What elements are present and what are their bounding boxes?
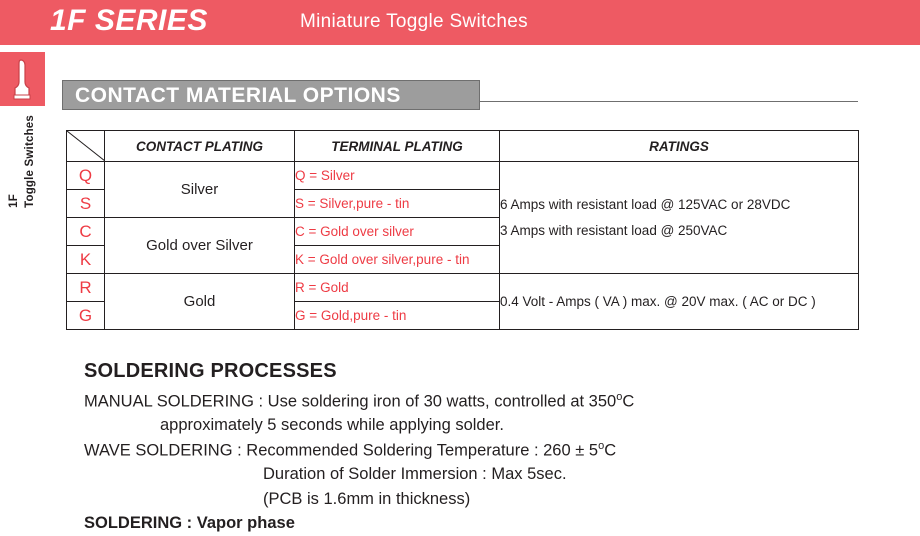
sidebar-label-series: 1F	[8, 194, 20, 208]
page-title: 1F SERIES	[50, 4, 208, 37]
soldering-pcb-note: (PCB is 1.6mm in thickness)	[263, 490, 471, 508]
soldering-manual-line	[84, 391, 634, 412]
plating-group-label: Silver	[105, 162, 295, 218]
degree-symbol: o	[616, 391, 623, 403]
row-code: S	[67, 190, 105, 218]
sidebar-label-category: Toggle Switches	[24, 115, 36, 208]
row-code: Q	[67, 162, 105, 190]
row-terminal-plating: K = Gold over silver,pure - tin	[295, 246, 500, 274]
row-code: R	[67, 274, 105, 302]
soldering-wave-duration: Duration of Solder Immersion : Max 5sec.	[263, 465, 567, 483]
degree-symbol: o	[598, 440, 605, 452]
ratings-group	[500, 162, 859, 274]
row-terminal-plating: G = Gold,pure - tin	[295, 302, 500, 330]
row-terminal-plating: C = Gold over silver	[295, 218, 500, 246]
ratings-line: 3 Amps with resistant load @ 250VAC	[500, 222, 728, 238]
sidebar-tab	[0, 52, 45, 106]
soldering-manual-line-2: approximately 5 seconds while applying solder.	[160, 416, 504, 434]
ratings-line: 0.4 Volt - Amps ( VA ) max. @ 20V max. ( AC or DC )	[500, 293, 816, 309]
row-terminal-plating: S = Silver,pure - tin	[295, 190, 500, 218]
plating-group-label: Gold	[105, 274, 295, 330]
soldering-wave-line	[84, 440, 616, 461]
row-code: G	[67, 302, 105, 330]
soldering-manual-unit: C	[622, 392, 635, 411]
table-header-row	[67, 131, 859, 162]
ratings-group	[500, 274, 859, 330]
contact-material-table	[66, 130, 858, 330]
row-code: C	[67, 218, 105, 246]
soldering-wave-unit: C	[604, 441, 617, 460]
section-title-bar	[62, 80, 480, 110]
table-corner-cell	[67, 131, 105, 162]
soldering-manual-text: MANUAL SOLDERING : Use soldering iron of 30 watts, controlled at 350	[84, 392, 617, 411]
sidebar-vertical-label	[6, 115, 40, 208]
column-header-contact-plating: CONTACT PLATING	[105, 131, 295, 162]
table-row	[67, 162, 859, 190]
soldering-wave-text: WAVE SOLDERING : Recommended Soldering Temperature : 260 ± 5	[84, 441, 599, 460]
ratings-line: 6 Amps with resistant load @ 125VAC or 28VDC	[500, 196, 791, 212]
soldering-heading: SOLDERING PROCESSES	[84, 360, 337, 382]
table-row	[67, 274, 859, 302]
row-code: K	[67, 246, 105, 274]
soldering-vapor-phase: SOLDERING : Vapor phase	[84, 514, 295, 532]
column-header-terminal-plating: TERMINAL PLATING	[295, 131, 500, 162]
row-terminal-plating: Q = Silver	[295, 162, 500, 190]
plating-group-label: Gold over Silver	[105, 218, 295, 274]
column-header-ratings: RATINGS	[500, 131, 859, 162]
section-divider	[480, 101, 858, 102]
section-title: CONTACT MATERIAL OPTIONS	[75, 84, 401, 107]
row-terminal-plating: R = Gold	[295, 274, 500, 302]
page-subtitle: Miniature Toggle Switches	[300, 11, 528, 32]
